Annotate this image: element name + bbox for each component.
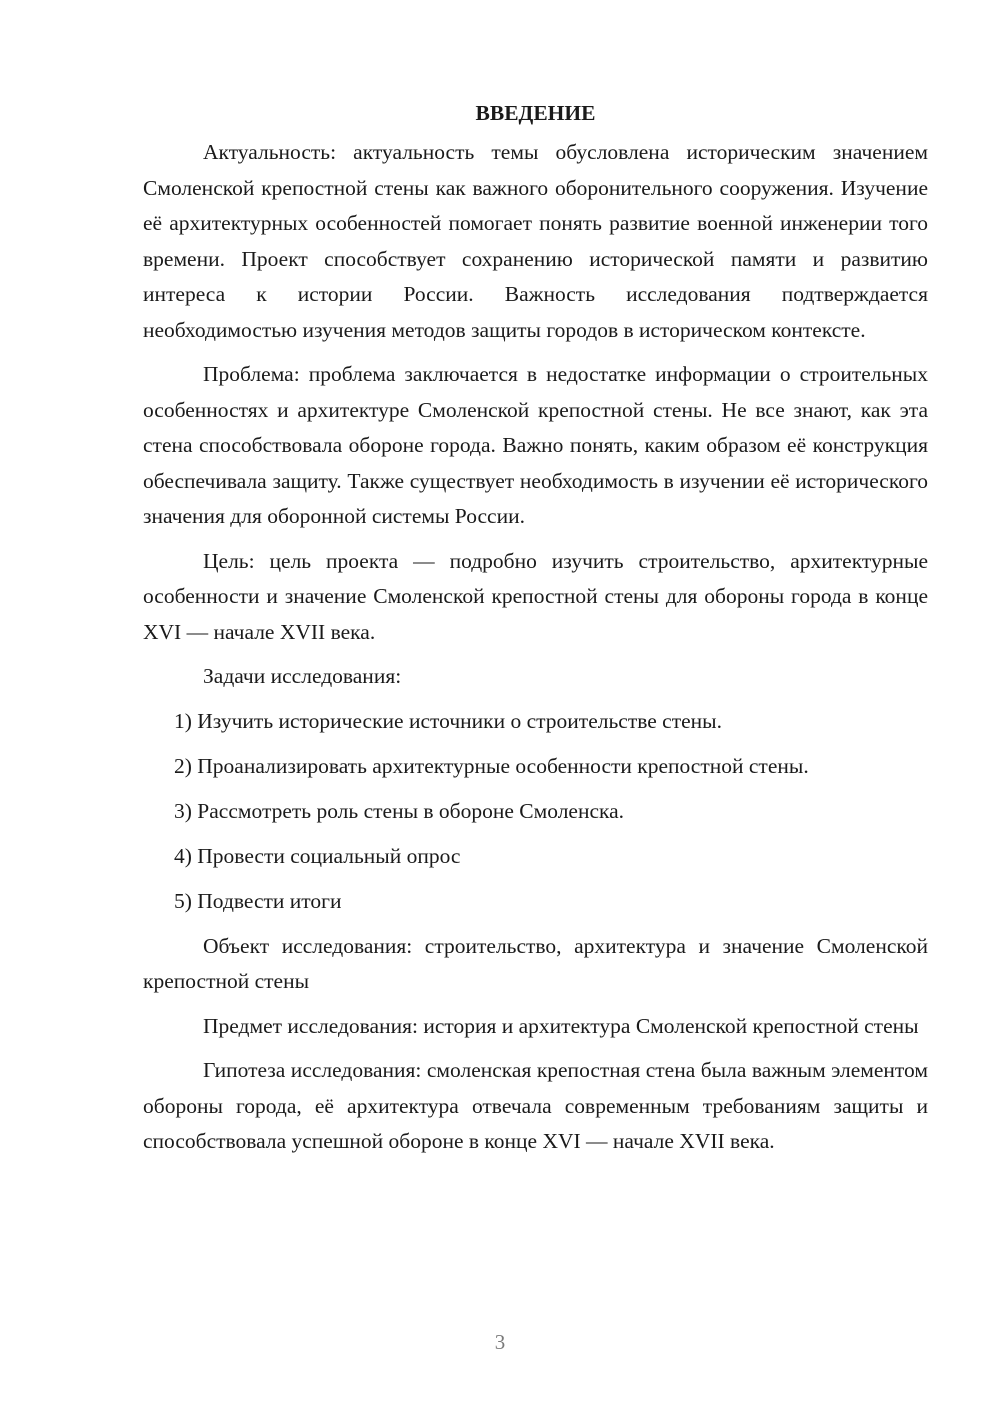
list-item: 5) Подвести итоги — [174, 888, 342, 913]
list-item: 4) Провести социальный опрос — [174, 843, 461, 868]
problem-paragraph: Проблема: проблема заключается в недостатке информации о строительных особенностях и архитектуре Смоленской крепостной стены. Не все знают, как эта стена способствовала обороне города. Важно понять, каким образом её конструкция обеспечивала защиту. Также существует необходимость в изучении её исторического значения для оборонной системы России. — [143, 362, 928, 528]
list-item: 3) Рассмотреть роль стены в обороне Смоленска. — [174, 798, 625, 823]
tasks-list — [143, 704, 928, 920]
hypothesis-paragraph: Гипотеза исследования: смоленская крепостная стена была важным элементом обороны города, её архитектура отвечала современным требованиям защиты и способствовала успешной обороне в конце XVI — начале XVII века. — [143, 1058, 928, 1153]
relevance-paragraph: Актуальность: актуальность темы обусловлена историческим значением Смоленской крепостной стены как важного оборонительного сооружения. Изучение её архитектурных особенностей помогает понять развитие военной инженерии того времени. Проект способствует сохранению исторической памяти и развитию интереса к истории России. Важность исследования подтверждается необходимостью изучения методов защиты городов в историческом контексте. — [143, 140, 928, 342]
object-paragraph: Объект исследования: строительство, архитектура и значение Смоленской крепостной стены — [143, 933, 928, 993]
list-item: 1) Изучить исторические источники о строительстве стены. — [174, 708, 722, 733]
section-heading: ВВЕДЕНИЕ — [475, 101, 596, 125]
document-page — [143, 96, 928, 1169]
subject-paragraph: Предмет исследования: история и архитектура Смоленской крепостной стены — [203, 1013, 919, 1038]
tasks-title: Задачи исследования: — [203, 664, 402, 688]
page-number: 3 — [494, 1330, 506, 1354]
list-item: 2) Проанализировать архитектурные особенности крепостной стены. — [174, 753, 809, 778]
goal-paragraph: Цель: цель проекта — подробно изучить строительство, архитектурные особенности и значение Смоленской крепостной стены для обороны города в конце XVI — начале XVII века. — [143, 548, 928, 644]
